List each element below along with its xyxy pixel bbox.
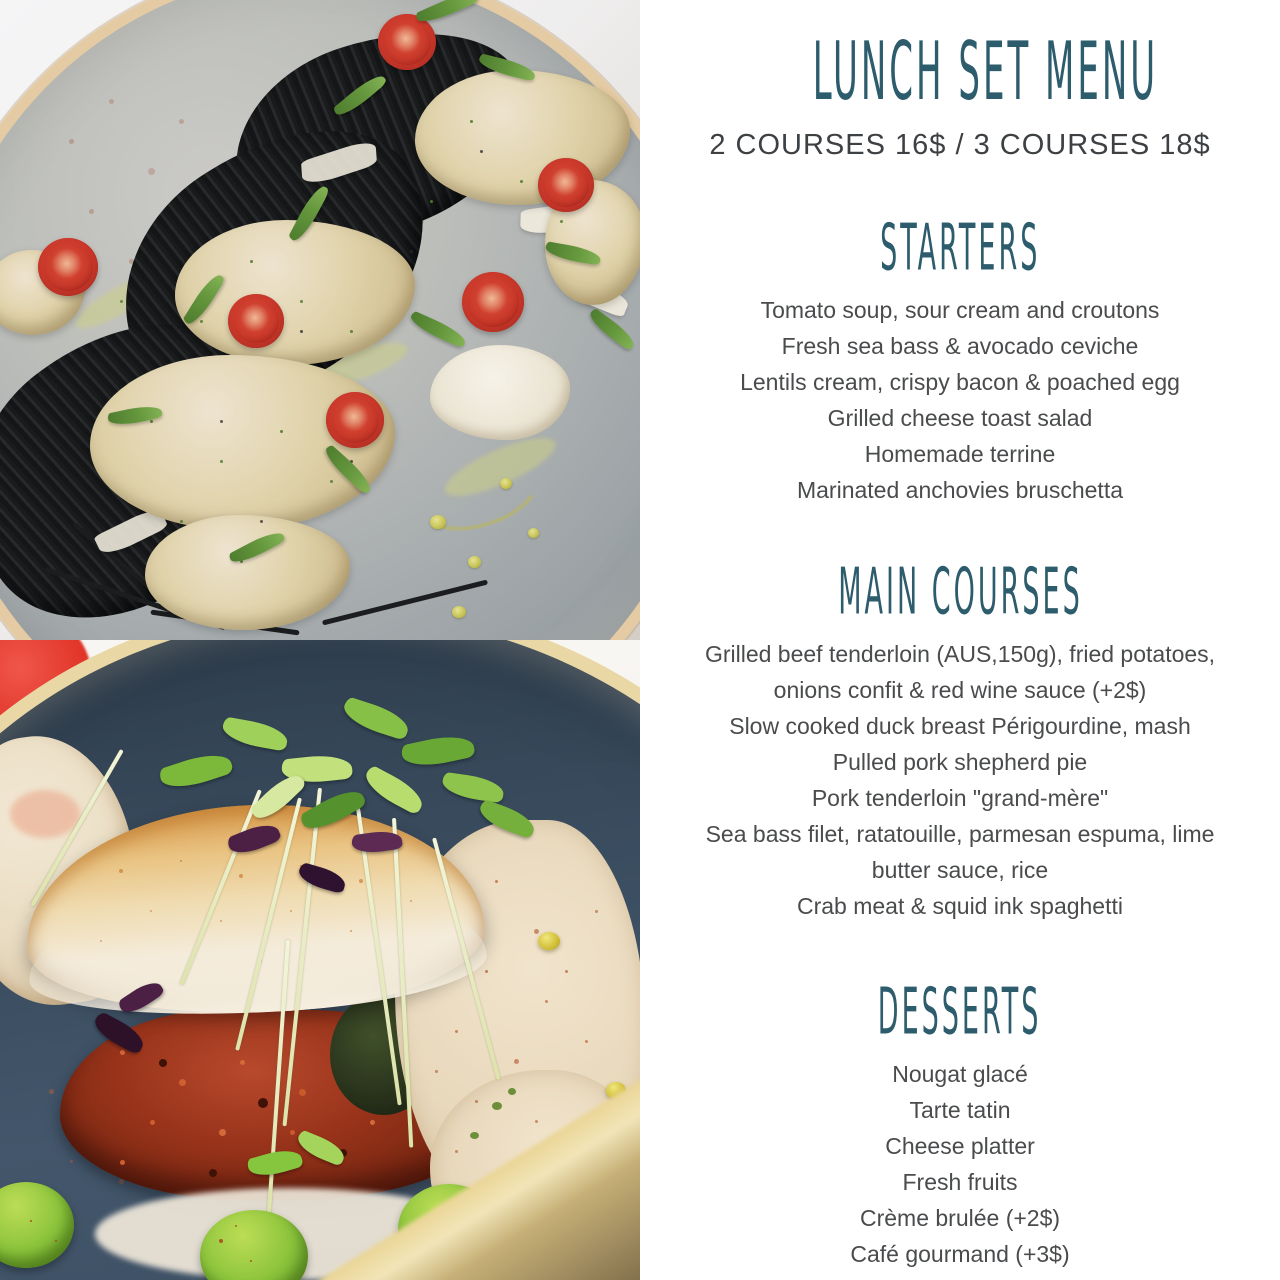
oil-drop: [528, 528, 539, 538]
menu-pricing: 2 COURSES 16$ / 3 COURSES 18$: [709, 129, 1211, 161]
section-desserts: [640, 974, 1280, 1272]
menu-item: Tarte tatin: [909, 1097, 1011, 1123]
oil-drop: [500, 478, 512, 489]
menu-item: Pulled pork shepherd pie: [832, 749, 1088, 775]
photo-crab-spaghetti: [0, 0, 640, 640]
oil-drop: [468, 556, 481, 568]
menu-item: Pork tenderloin "grand-mère": [811, 785, 1109, 811]
cherry-tomato: [326, 392, 384, 448]
pepper-specks: [0, 0, 3, 3]
oil-drop: [452, 606, 466, 618]
menu-item: Crab meat & squid ink spaghetti: [796, 893, 1123, 919]
menu-item: Sea bass filet, ratatouille, parmesan espuma, lime butter sauce, rice: [705, 821, 1215, 883]
oil-drop: [430, 515, 446, 529]
puree-speckles: [0, 640, 2, 642]
menu-item: Homemade terrine: [864, 441, 1056, 467]
mash-highlight: [10, 790, 80, 838]
menu-item: Grilled beef tenderloin (AUS,150g), fried potatoes, onions confit & red wine sauce (+2$): [704, 641, 1216, 703]
menu-item: Crème brulée (+2$): [859, 1205, 1061, 1231]
starters-items: [695, 292, 1225, 508]
section-main-courses: [640, 554, 1280, 924]
menu-item: Lentils cream, crispy bacon & poached egg: [740, 369, 1180, 395]
oil-drop: [538, 932, 560, 950]
menu-item: Marinated anchovies bruschetta: [796, 477, 1124, 503]
main-courses-items: [695, 636, 1225, 924]
cherry-tomato: [538, 158, 594, 212]
menu-item: Slow cooked duck breast Périgourdine, mash: [729, 713, 1191, 739]
cherry-tomato: [462, 272, 524, 332]
section-starters: [640, 210, 1280, 508]
pistachio-bit: [470, 1132, 479, 1139]
menu-text-panel: [640, 0, 1280, 1280]
cherry-tomato: [38, 238, 98, 296]
ratatouille-chunks-dark: [60, 1010, 66, 1016]
cherry-tomato: [378, 14, 436, 70]
desserts-items: [695, 1056, 1225, 1272]
cherry-tomato: [228, 294, 284, 348]
section-heading-starters: STARTERS: [879, 210, 1041, 286]
menu-item: Fresh fruits: [902, 1169, 1018, 1195]
pistachio-bit: [508, 1088, 516, 1095]
menu-item: Cheese platter: [885, 1133, 1035, 1159]
section-heading-desserts: DESSERTS: [878, 974, 1042, 1050]
photo-sea-bass-dish: [0, 640, 640, 1280]
page-title-text: LUNCH SET MENU: [812, 26, 1159, 120]
menu-item: Fresh sea bass & avocado ceviche: [781, 333, 1139, 359]
page-title: [640, 26, 1280, 120]
section-heading-main-courses: MAIN COURSES: [837, 554, 1083, 630]
pistachio-bit: [492, 1102, 502, 1110]
menu-item: Café gourmand (+3$): [850, 1241, 1070, 1267]
menu-item: Grilled cheese toast salad: [827, 405, 1093, 431]
menu-item: Tomato soup, sour cream and croutons: [760, 297, 1160, 323]
ricotta-cream: [430, 345, 570, 440]
menu-item: Nougat glacé: [892, 1061, 1028, 1087]
